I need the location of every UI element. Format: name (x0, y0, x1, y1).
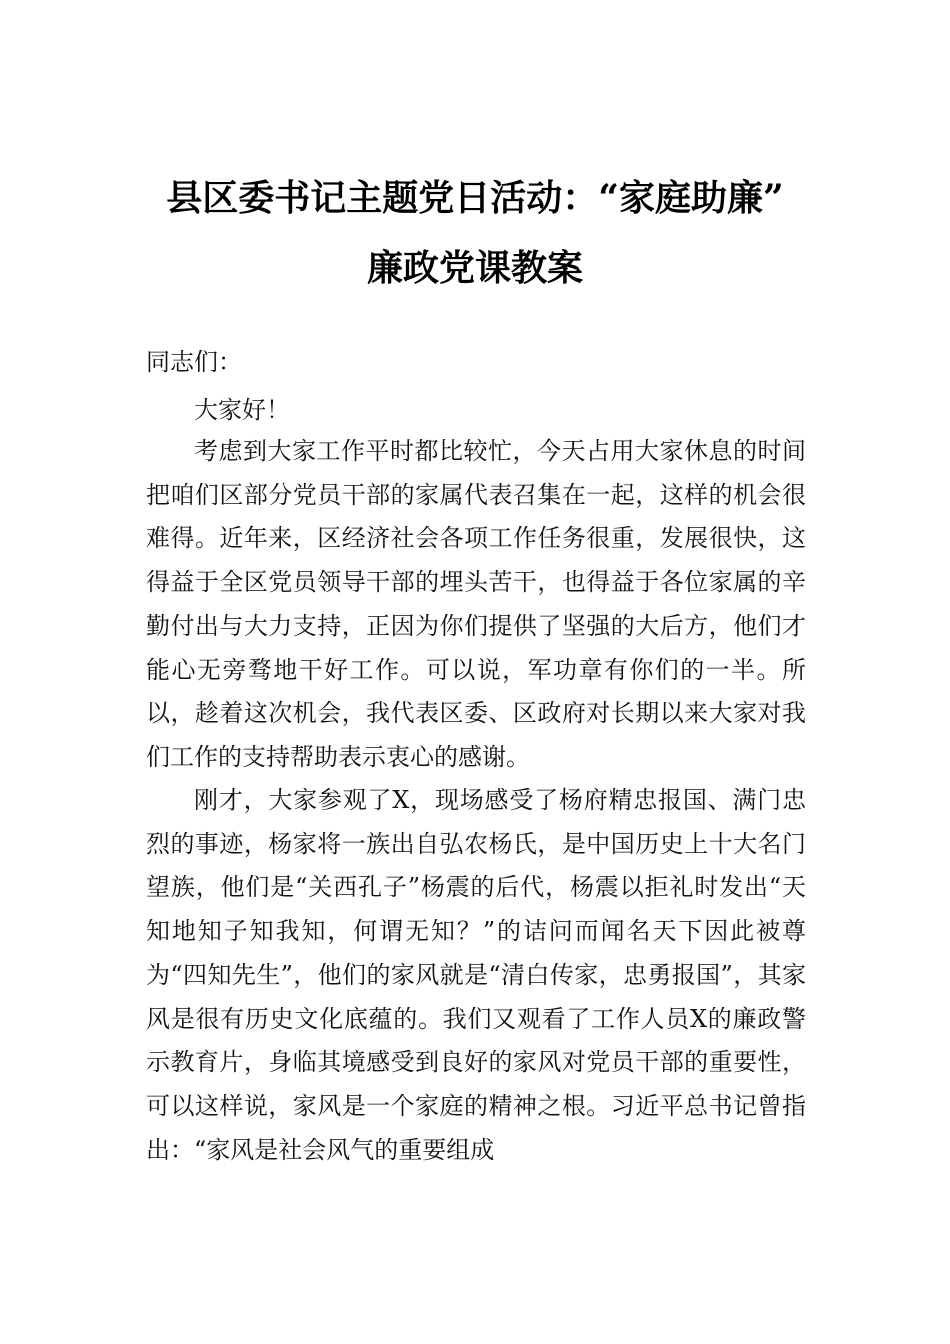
paragraph-2: 刚才，大家参观了X，现场感受了杨府精忠报国、满门忠烈的事迹，杨家将一族出自弘农杨氏，是中国历史上十大名门望族，他们是“关西孔子”杨震的后代，杨震以拒礼时发出“天知地知子知我知，何谓无知？”的诘问而闻名天下因此被尊为“四知先生”，他们的家风就是“清白传家，忠勇报国”，其家风是很有历史文化底蕴的。我们又观看了工作人员X的廉政警示教育片，身临其境感受到良好的家风对党员干部的重要性，可以这样说，家风是一个家庭的精神之根。习近平总书记曾指出：“家风是社会风气的重要组成 (146, 786, 806, 1164)
document-title-line-2: 廉政党课教案 (366, 247, 583, 289)
document-title-line-1: 县区委书记主题党日活动：“家庭助廉” (166, 177, 784, 219)
paragraph-1: 考虑到大家工作平时都比较忙，今天占用大家休息的时间把咱们区部分党员干部的家属代表召集在一起，这样的机会很难得。近年来，区经济社会各项工作任务很重，发展很快，这得益于全区党员领导干部的埋头苦干，也得益于各位家属的辛勤付出与大力支持，正因为你们提供了坚强的大后方，他们才能心无旁骛地干好工作。可以说，军功章有你们的一半。所以，趁着这次机会，我代表区委、区政府对长期以来大家对我们工作的支持帮助表示衷心的感谢。 (146, 437, 806, 771)
salutation: 同志们： (146, 348, 242, 376)
greeting: 大家好！ (194, 396, 290, 424)
